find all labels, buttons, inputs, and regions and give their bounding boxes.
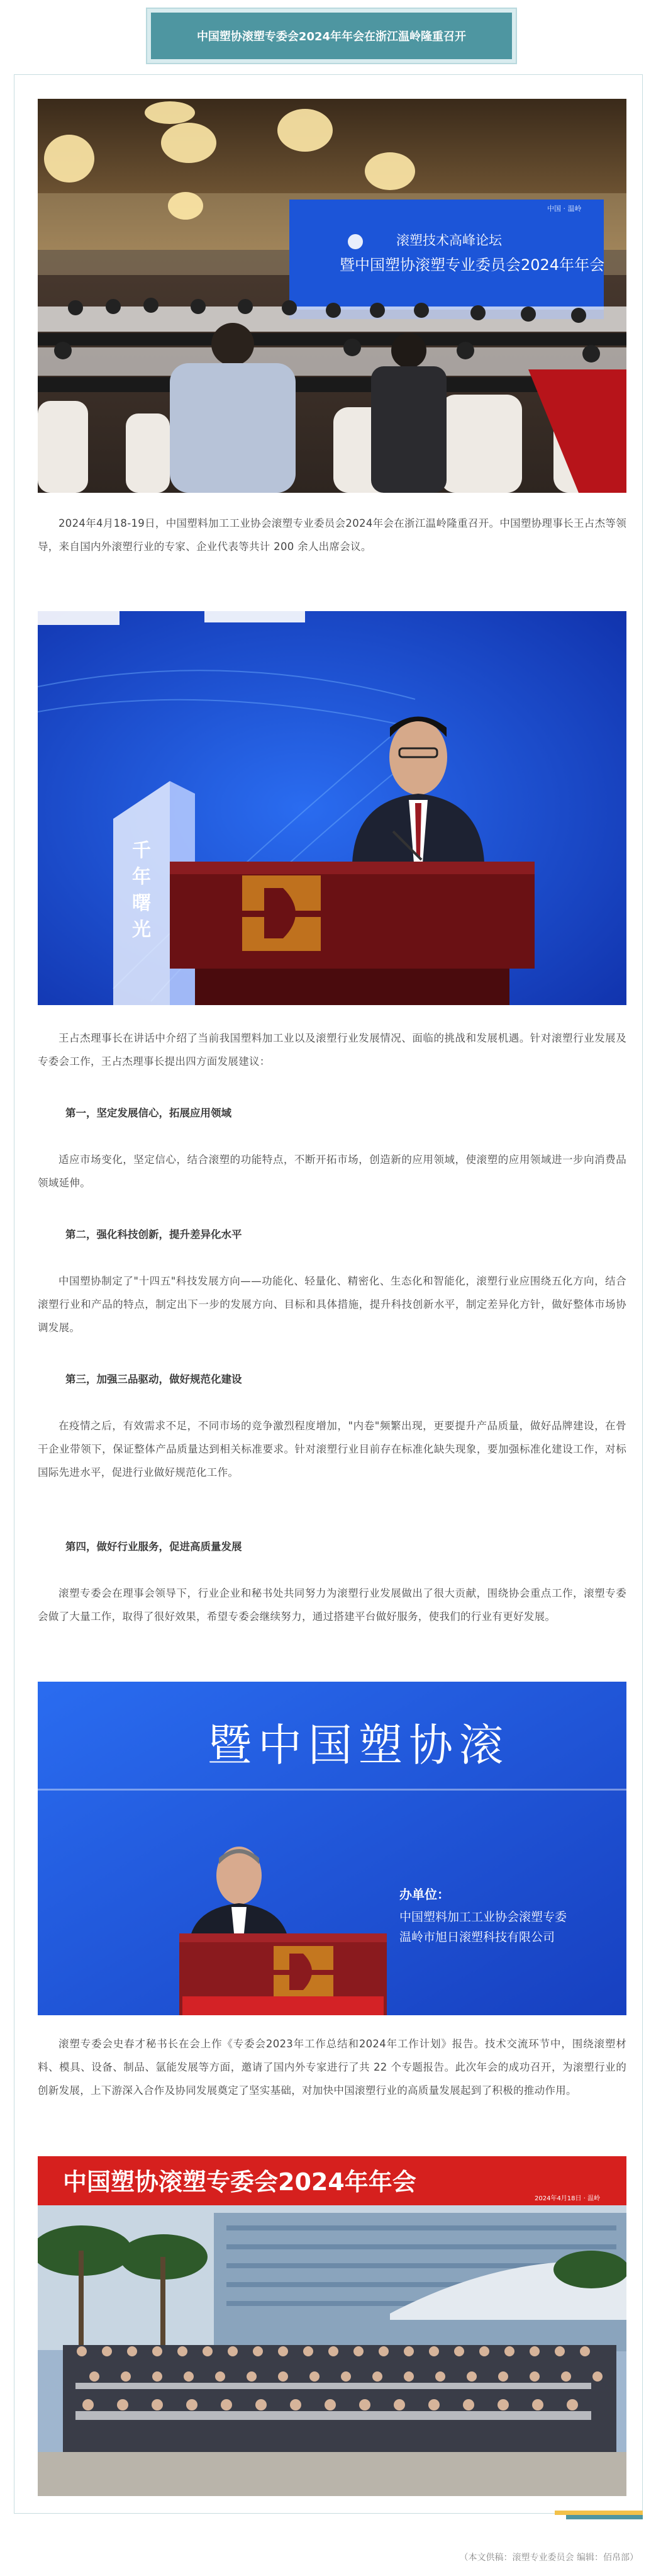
point3-text: 在疫情之后，有效需求不足，不同市场的竞争激烈程度增加，"内卷"频繁出现，更要提升产品质量，做好品牌建设，在骨干企业带领下，保证整体产品质量达到相关标准要求。针对滚塑行业目前存在标准化缺失现象，要加强标准化建设工作，对标国际先进水平，促进行业做好规范化工作。 (38, 1420, 626, 1478)
speaker-photo (38, 611, 626, 1005)
corner-accent-teal (566, 2515, 643, 2519)
point3-heading: 第三，加强三品驱动，做好规范化建设 (65, 1373, 242, 1385)
corner-accent-yellow (555, 2511, 643, 2515)
title-banner (146, 8, 517, 64)
group-banner-date: 2024年4月18日 · 温岭 (535, 2195, 601, 2202)
group-banner-title: 中国塑协滚塑专委会2024年年会 (63, 2168, 416, 2196)
point4-heading: 第四，做好行业服务，促进高质量发展 (65, 1541, 242, 1553)
stage-banner-line2: 暨中国塑协滚塑专业委员会2024年年会 (340, 256, 605, 274)
article-title: 中国塑协滚塑专委会2024年年会在浙江温岭隆重召开 (151, 13, 512, 59)
organizer-label: 办单位： (399, 1887, 450, 1902)
stage-banner-line1: 滚塑技术高峰论坛 (396, 233, 502, 248)
group-photo (38, 2156, 626, 2496)
stage-banner-partial: 暨中国塑协滚 (208, 1719, 509, 1771)
bg-vertical-text: 千年曙光 (132, 840, 151, 941)
article-footer-credit: （本文供稿：滚塑专业委员会 编辑：佰帛部） (459, 2553, 638, 2563)
report-paragraph: 滚塑专委会史春才秘书长在会上作《专委会2023年工作总结和2024年工作计划》报告。技术交流环节中，围绕滚塑材料、模具、设备、制品、氩能发展等方面，邀请了国内外专家进行了共 22 个专题报告。此次年会的成功召开，为滚塑行业的创新发展，上下游深入合作及协同发展奠定了坚实基础，对加快中国滚塑行业的高质量发展起到了积极的推动作用。 (38, 2038, 626, 2096)
organizer-line2: 温岭市旭日滚塑科技有限公司 (399, 1930, 555, 1944)
secretary-speaker-photo (38, 1682, 626, 2015)
point4-text: 滚塑专委会在理事会领导下，行业企业和秘书处共同努力为滚塑行业发展做出了很大贡献，围绕协会重点工作，滚塑专委会做了大量工作，取得了很好效果，希望专委会继续努力，通过搭建平台做好服务，使我们的行业有更好发展。 (38, 1587, 626, 1623)
point1-heading: 第一，坚定发展信心，拓展应用领域 (65, 1107, 231, 1119)
speech-intro-paragraph: 王占杰理事长在讲话中介绍了当前我国塑料加工业以及滚塑行业发展情况、面临的挑战和发展机遇。针对滚塑行业发展及专委会工作，王占杰理事长提出四方面发展建议： (38, 1032, 626, 1067)
point1-text: 适应市场变化，坚定信心，结合滚塑的功能特点，不断开拓市场，创造新的应用领域，使滚塑的应用领域进一步向消费品领域延伸。 (38, 1154, 626, 1189)
organizer-line1: 中国塑料加工工业协会滚塑专委 (399, 1910, 567, 1924)
point2-text: 中国塑协制定了"十四五"科技发展方向——功能化、轻量化、精密化、生态化和智能化，滚塑行业应围绕五化方向，结合滚塑行业和产品的特点，制定出下一步的发展方向、目标和具体措施，提升科技创新水平，制定差异化方针，做好整体市场协调发展。 (38, 1275, 626, 1334)
point2-heading: 第二，强化科技创新，提升差异化水平 (65, 1229, 242, 1240)
stage-banner-tag: 中国 · 温岭 (547, 205, 582, 213)
intro-paragraph: 2024年4月18-19日，中国塑料加工工业协会滚塑专业委员会2024年会在浙江温岭隆重召开。中国塑协理事长王占杰等领导，来自国内外滚塑行业的专家、企业代表等共计 200 余人出席会议。 (38, 517, 626, 553)
conference-hall-photo (38, 99, 626, 493)
